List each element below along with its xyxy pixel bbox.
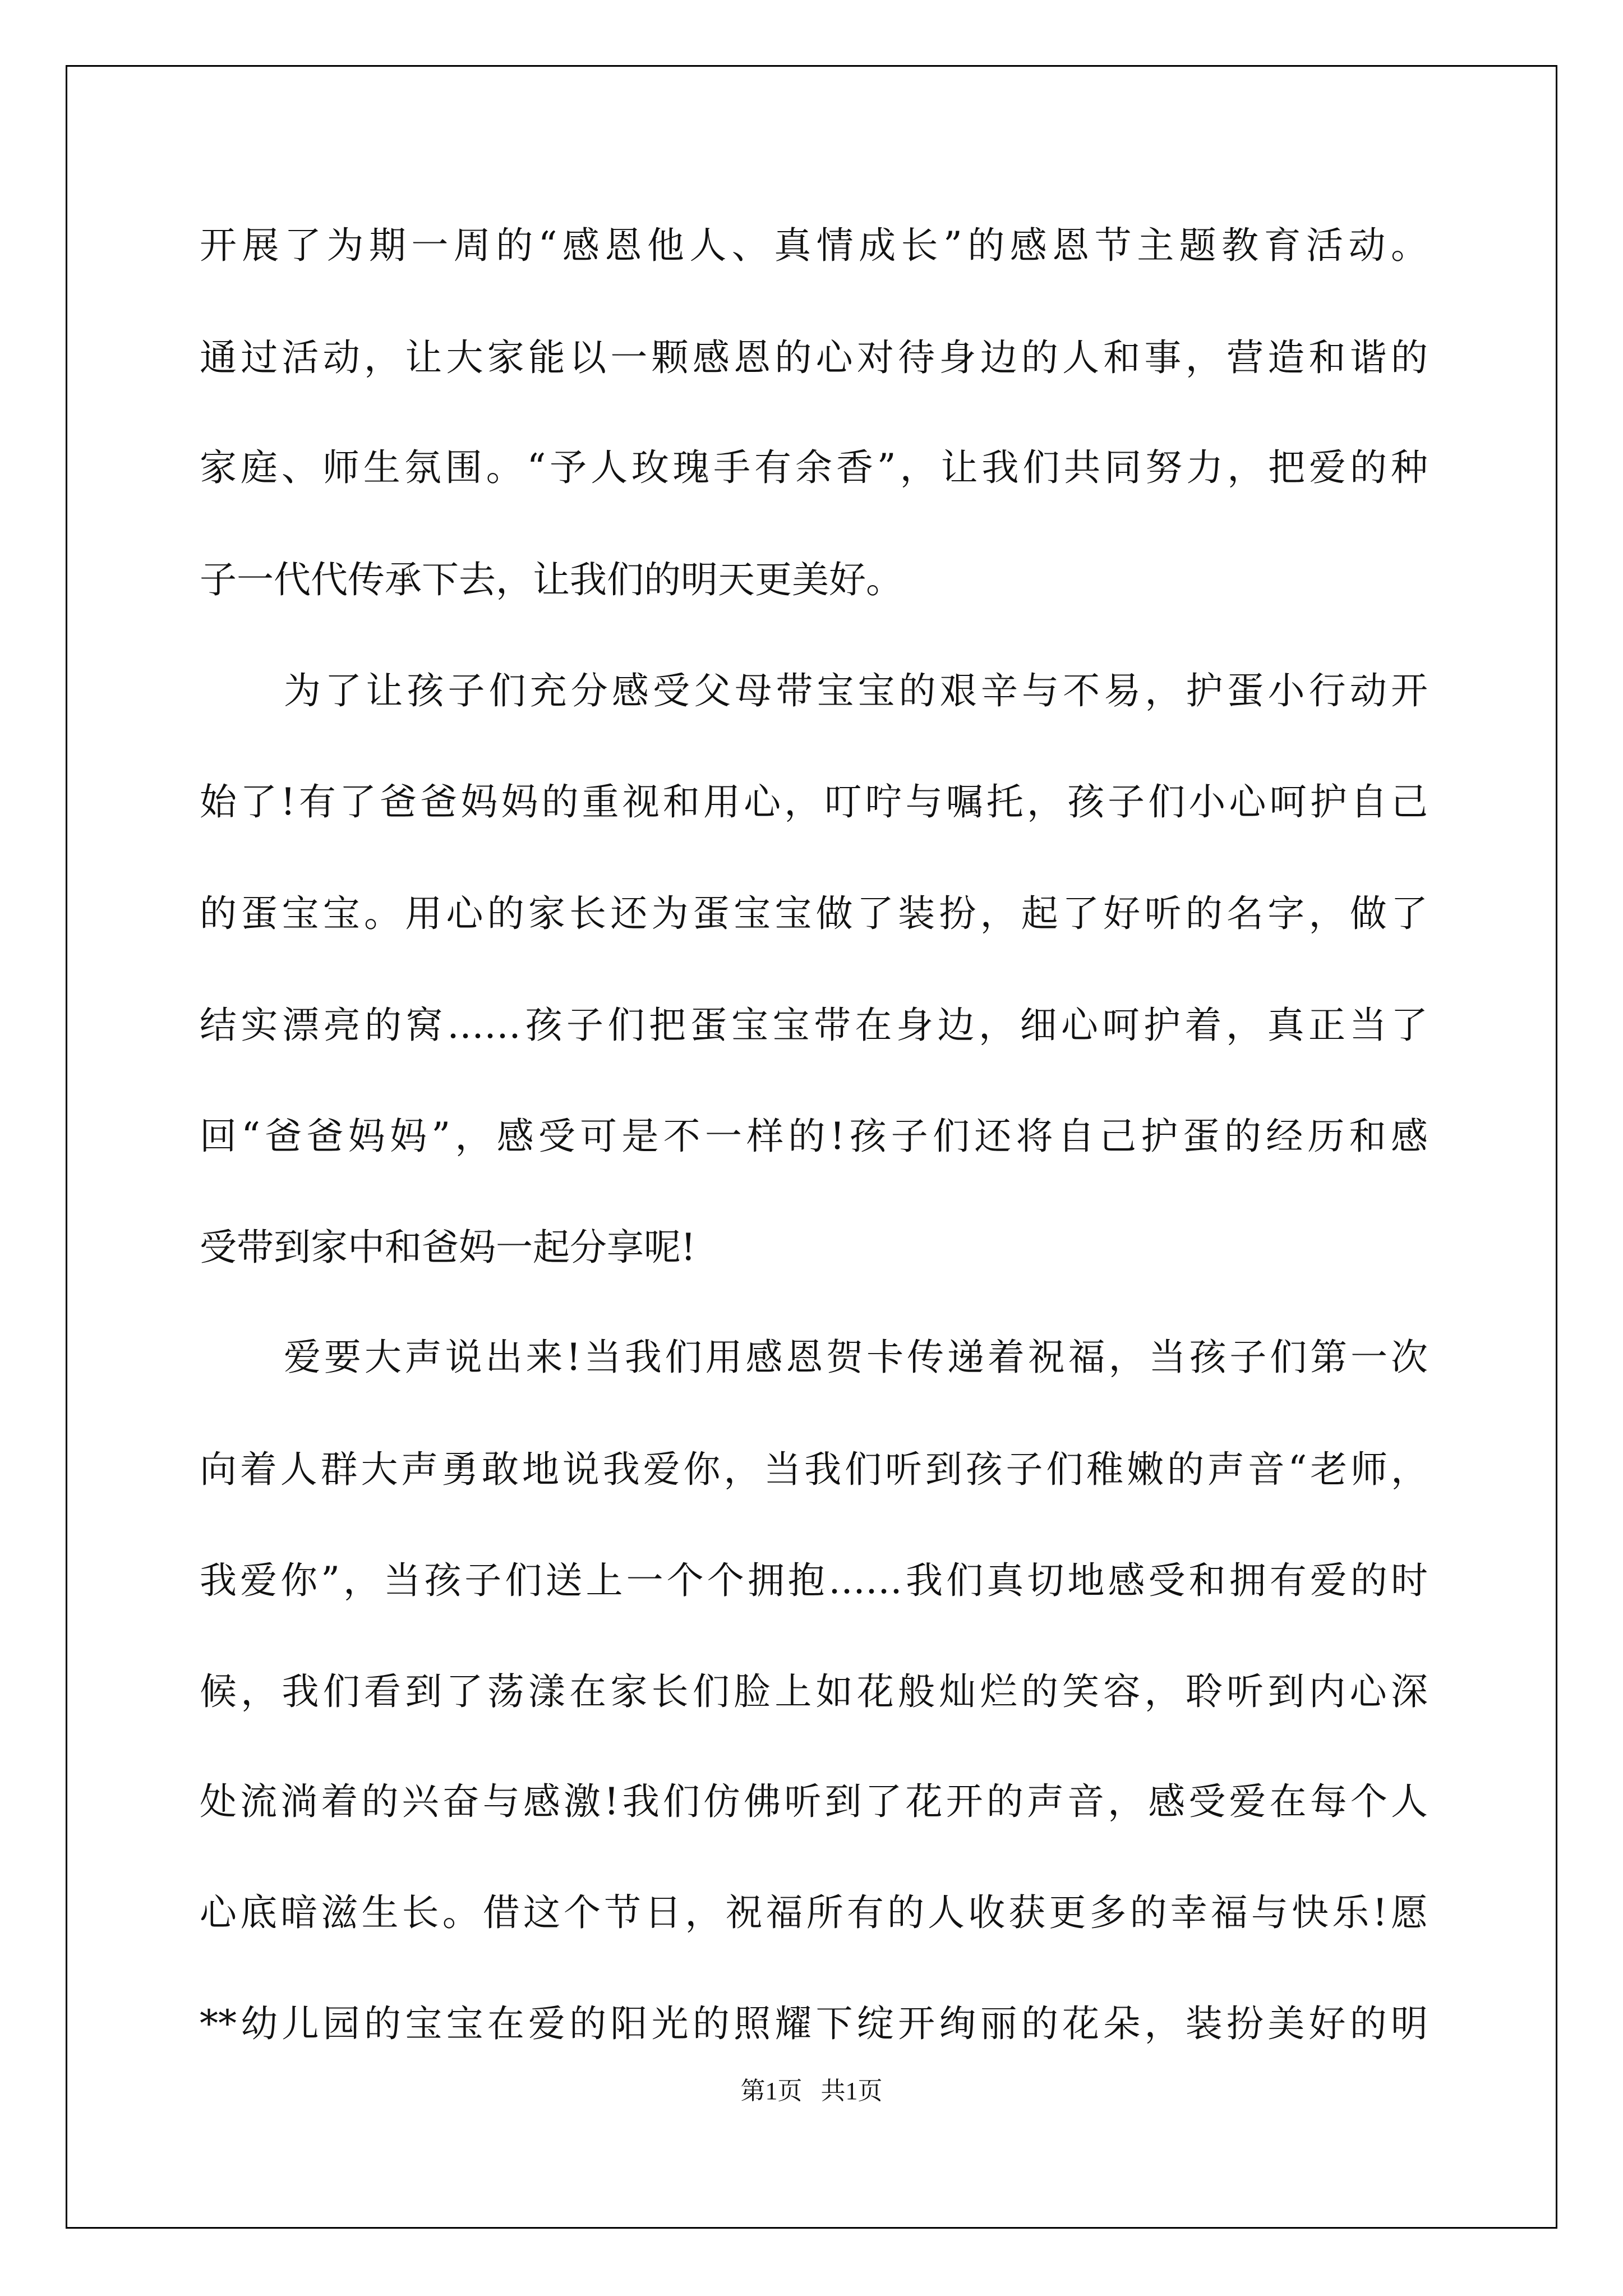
text-line: 向着人群大声勇敢地说我爱你，当我们听到孩子们稚嫩的声音“老师， [200,1448,1428,1491]
text-line: 的蛋宝宝。用心的家长还为蛋宝宝做了装扮，起了好听的名字，做了 [200,892,1428,935]
text-line: 为了让孩子们充分感受父母带宝宝的艰辛与不易，护蛋小行动开 [284,669,1428,712]
text-line: **幼儿园的宝宝在爱的阳光的照耀下绽开绚丽的花朵，装扮美好的明 [200,2002,1428,2045]
text-line: 子一代代传承下去，让我们的明天更美好。 [200,558,903,601]
text-line: 受带到家中和爸妈一起分享呢! [200,1226,696,1269]
text-line: 始了!有了爸爸妈妈的重视和用心，叮咛与嘱托，孩子们小心呵护自己 [200,780,1428,823]
text-line: 爱要大声说出来!当我们用感恩贺卡传递着祝福，当孩子们第一次 [284,1336,1428,1379]
text-line: 心底暗滋生长。借这个节日，祝福所有的人收获更多的幸福与快乐!愿 [200,1891,1428,1934]
page-number: 第1页 [740,2077,803,2105]
text-line: 通过活动，让大家能以一颗感恩的心对待身边的人和事，营造和谐的 [200,336,1428,379]
text-line: 候，我们看到了荡漾在家长们脸上如花般灿烂的笑容，聆听到内心深 [200,1670,1428,1713]
text-line: 结实漂亮的窝……孩子们把蛋宝宝带在身边，细心呵护着，真正当了 [200,1004,1428,1047]
text-line: 回“爸爸妈妈”，感受可是不一样的!孩子们还将自己护蛋的经历和感 [200,1115,1428,1158]
text-line: 开展了为期一周的“感恩他人、真情成长”的感恩节主题教育活动。 [200,224,1428,267]
text-line: 家庭、师生氛围。“予人玫瑰手有余香”，让我们共同努力，把爱的种 [200,446,1428,489]
page-footer [0,2074,1623,2108]
text-line: 处流淌着的兴奋与感激!我们仿佛听到了花开的声音，感受爱在每个人 [200,1780,1428,1823]
text-line: 我爱你”，当孩子们送上一个个拥抱……我们真切地感受和拥有爱的时 [200,1559,1428,1602]
page-total: 共1页 [820,2077,883,2105]
